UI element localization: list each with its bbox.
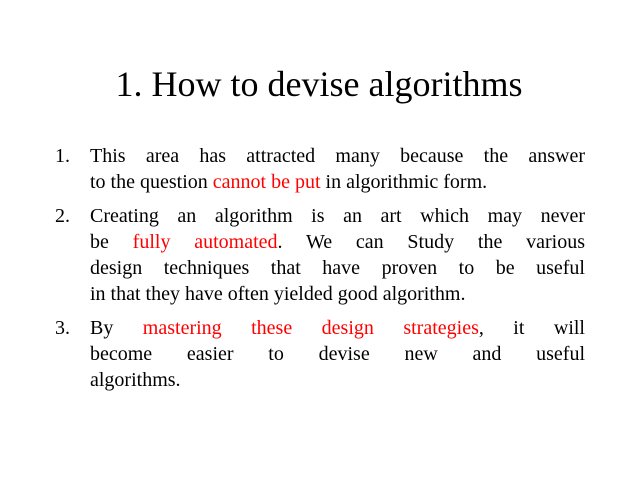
text-span: , it will — [478, 317, 585, 339]
text-span: in algorithmic form. — [320, 171, 488, 193]
list-item-number: 1. — [55, 145, 70, 167]
list-item-line — [90, 255, 585, 281]
highlighted-text: mastering these design strategies — [142, 317, 479, 339]
text-span: become easier to devise new and useful — [90, 343, 585, 365]
list-item-line — [90, 281, 585, 307]
list-item-number: 2. — [55, 205, 70, 227]
list-item-line — [90, 169, 585, 195]
text-span: design techniques that have proven to be useful — [90, 257, 585, 279]
text-span: . We can Study the various — [277, 231, 585, 253]
numbered-list — [55, 143, 585, 401]
list-item — [55, 203, 585, 307]
list-item-line — [90, 367, 585, 393]
text-span: By — [90, 317, 143, 339]
text-span: be — [90, 231, 133, 253]
list-item-number: 3. — [55, 317, 70, 339]
highlighted-text: fully automated — [132, 231, 278, 253]
list-item — [55, 143, 585, 195]
text-span: This area has attracted many because the answer — [90, 145, 585, 167]
text-span: algorithms. — [90, 369, 181, 391]
text-span: in that they have often yielded good algorithm. — [90, 283, 466, 305]
highlighted-text: cannot be put — [212, 171, 321, 193]
list-item-line — [90, 341, 585, 367]
slide-title: 1. How to devise algorithms — [115, 64, 523, 104]
list-item-line — [90, 203, 585, 229]
list-item-line — [90, 229, 585, 255]
list-item-line — [90, 143, 585, 169]
text-span: to the question — [90, 171, 213, 193]
list-item — [55, 315, 585, 393]
text-span: Creating an algorithm is an art which may never — [90, 205, 585, 227]
list-item-line — [90, 315, 585, 341]
